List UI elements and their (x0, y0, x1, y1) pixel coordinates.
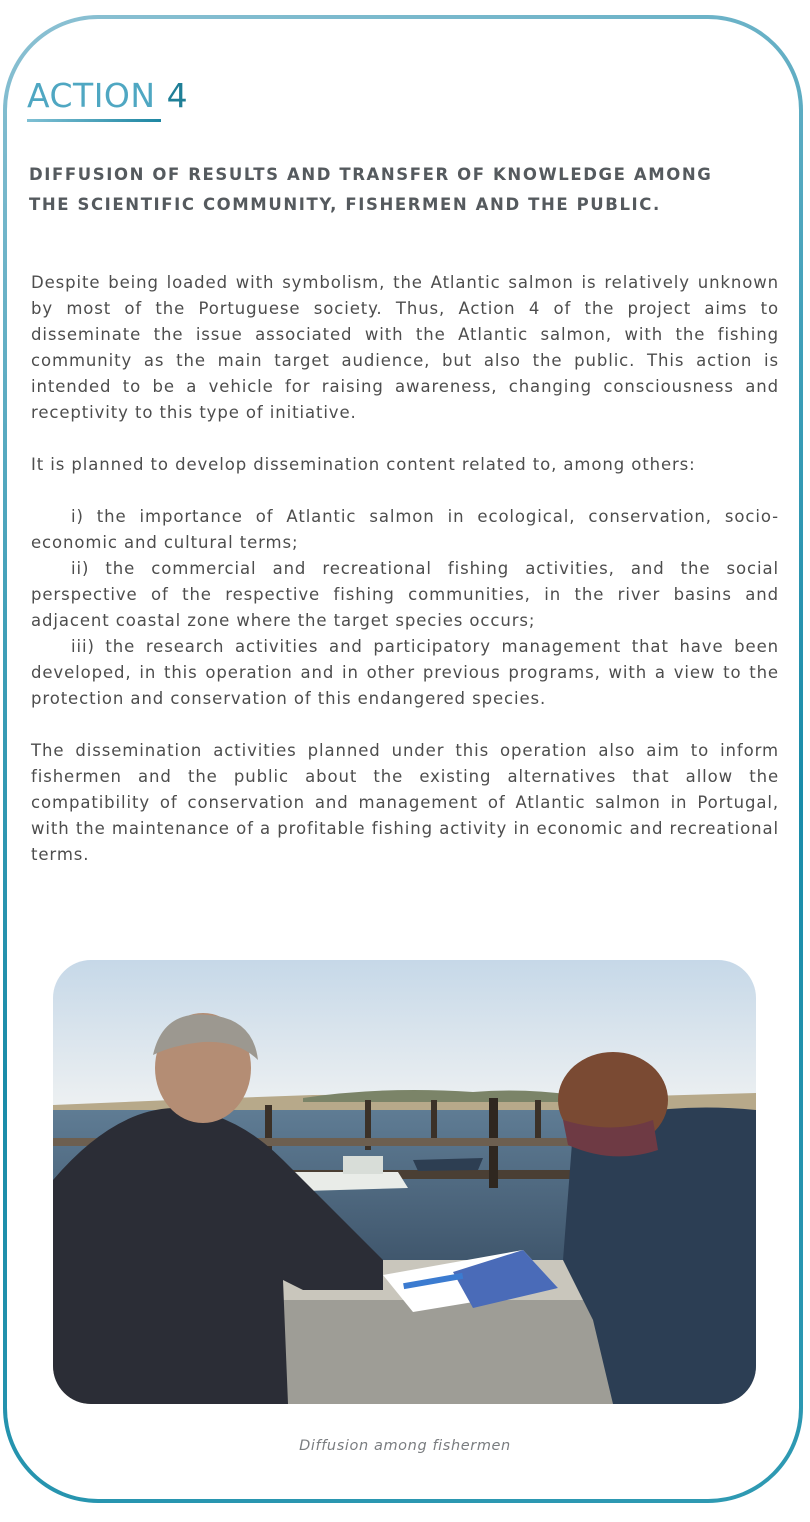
list-item-1: i) the importance of Atlantic salmon in ecological, conservation, socio-economic and cultural terms; (31, 507, 779, 552)
action-title-word: ACTION (27, 76, 156, 115)
paragraph-gap (31, 426, 779, 452)
paragraph-intro: Despite being loaded with symbolism, the Atlantic salmon is relatively unknown by most of the Portuguese society. Thus, Action 4 of the project aims to disseminate the issue associated with the Atlantic salmon, with the fishing community as the main target audience, but also the public. This action is intended to be a vehicle for raising awareness, changing consciousness and receptivity to this type of initiative. (31, 273, 779, 422)
paragraph-objectives: The dissemination activities planned under this operation also aim to inform fishermen and the public about the existing alternatives that allow the compatibility of conservation and management of Atlantic salmon in Portugal, with the maintenance of a profitable fishing activity in economic and recreational terms. (31, 741, 779, 864)
list-item-3: iii) the research activities and participatory management that have been developed, in this operation and in other previous programs, with a view to the protection and conservation of this endangered species. (31, 637, 779, 708)
action-title-number: 4 (166, 76, 189, 115)
paragraph-gap (31, 478, 779, 504)
paragraph-gap (31, 712, 779, 738)
pier-post (535, 1100, 541, 1140)
list-item-2: ii) the commercial and recreational fishing activities, and the social perspective of the respective fishing communities, in the river basins and adjacent coastal zone where the target species occurs; (31, 559, 779, 630)
subtitle-line-2: THE SCIENTIFIC COMMUNITY, FISHERMEN AND THE PUBLIC. (29, 195, 661, 214)
photo-caption: Diffusion among fishermen (299, 1438, 511, 1454)
title-underline (27, 119, 161, 122)
action-subtitle (29, 160, 789, 220)
fishermen-photo (53, 960, 756, 1404)
body-text (31, 270, 779, 868)
paragraph-planned: It is planned to develop dissemination content related to, among others: (31, 455, 696, 474)
small-boat (413, 1158, 483, 1171)
action-title (27, 76, 188, 116)
subtitle-line-1: DIFFUSION OF RESULTS AND TRANSFER OF KNOWLEDGE AMONG (29, 165, 713, 184)
photo-illustration (53, 960, 756, 1404)
boat-cabin (343, 1156, 383, 1174)
